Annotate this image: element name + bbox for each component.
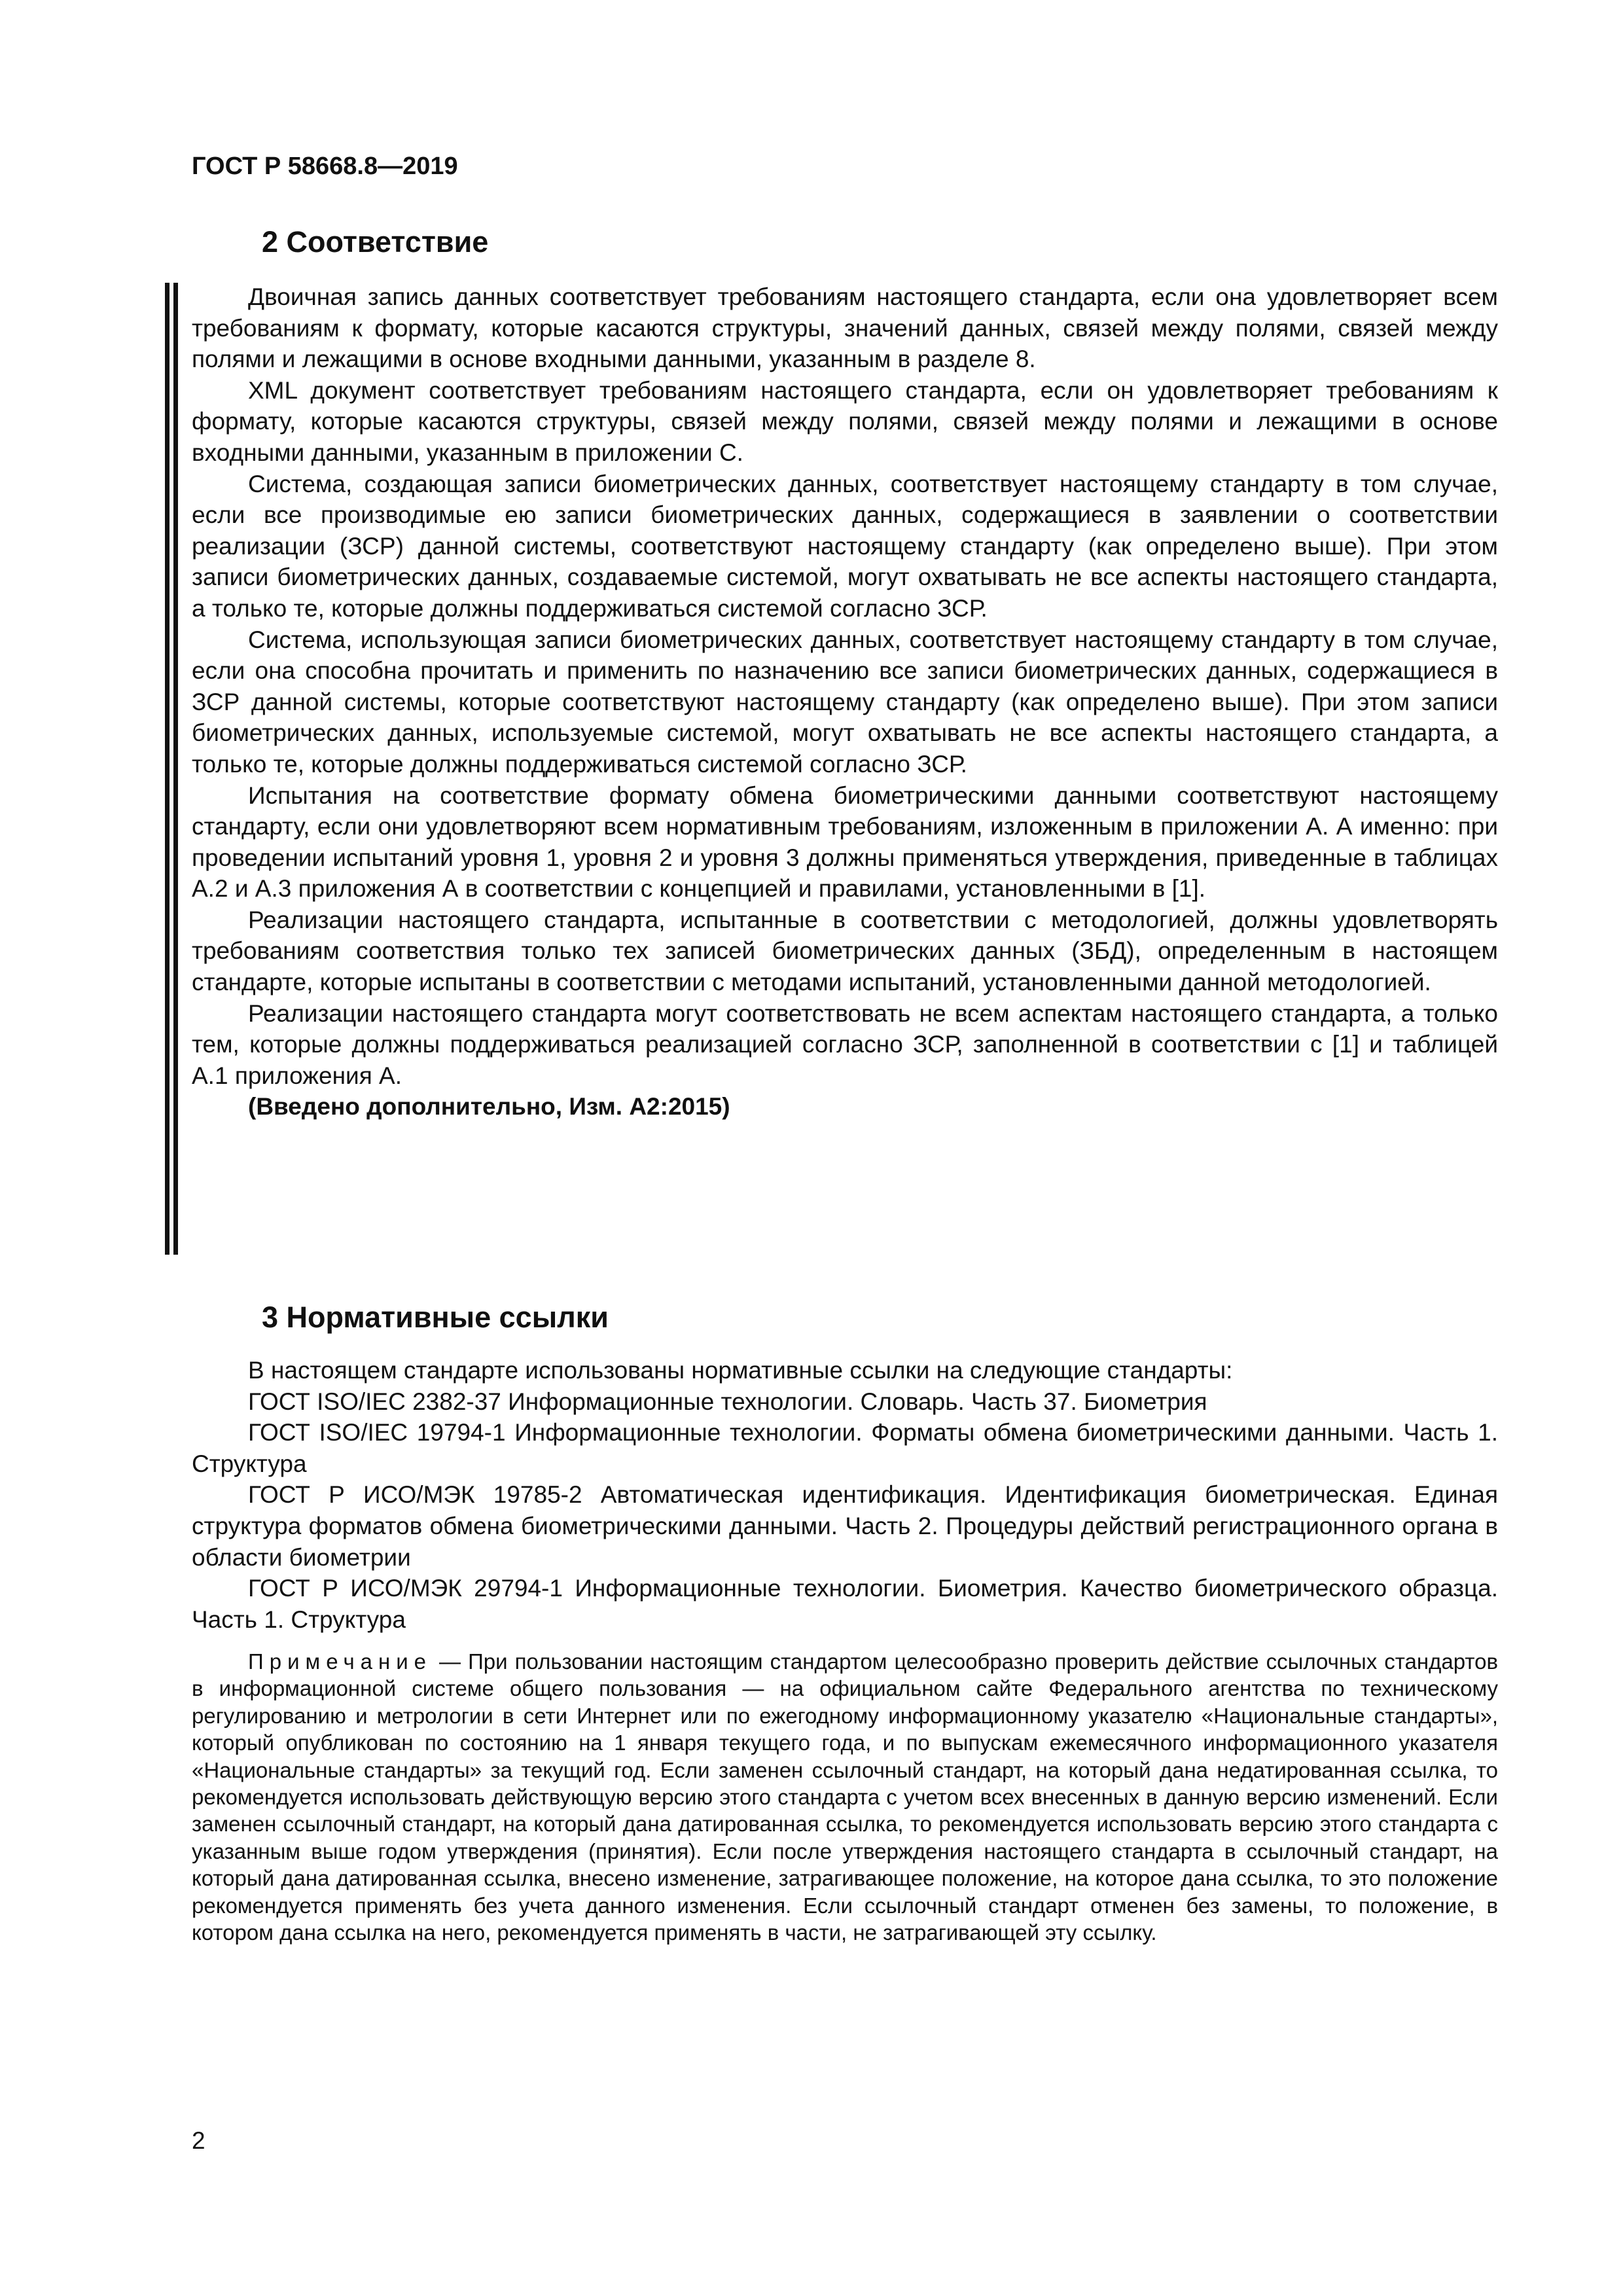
section-2-paragraph: Система, использующая записи биометрических данных, соответствует настоящему стандарту в том случае, если она способна прочитать и применить по назначению все записи биометрических данных, содержащиеся в ЗСР данной системы, которые соответствуют настоящему стандарту (как определено выше). При этом записи биометрических данных, используемые системой, могут охватывать не все аспекты настоящего стандарта, а только те, которые должны поддерживаться системой согласно ЗСР. <box>192 626 1498 778</box>
section-3-heading: 3 Нормативные ссылки <box>262 1300 609 1334</box>
note-text: — При пользовании настоящим стандартом целесообразно проверить действие ссылочных стандартов в информационной системе общего пользования — на официальном сайте Федерального агентства по техническому регулированию и метрологии в сети Интернет или по ежегодному информационному указателю «Национальные стандарты», который опубликован по состоянию на 1 января текущего года, и по выпускам ежемесячного информационного указателя «Национальные стандарты» за текущий год. Если заменен ссылочный стандарт, на который дана недатированная ссылка, то рекомендуется использовать действующую версию этого стандарта с учетом всех внесенных в данную версию изменений. Если заменен ссылочный стандарт, на который дана датированная ссылка, то рекомендуется использовать версию этого стандарта с указанным выше годом утверждения (принятия). Если после утверждения настоящего стандарта в ссылочный стандарт, на который дана датированная ссылка, внесено изменение, затрагивающее положение, на которое дана ссылка, то это положение рекомендуется применять без учета данного изменения. Если ссылочный стандарт отменен без замены, то положение, в котором дана ссылка на него, рекомендуется применять в части, не затрагивающей эту ссылку. <box>192 1649 1498 1945</box>
normative-reference: ГОСТ Р ИСО/МЭК 19785-2 Автоматическая идентификация. Идентификация биометрическая. Единая структура форматов обмена биометрическими данными. Часть 2. Процедуры действий регистрационного органа в области биометрии <box>192 1481 1498 1571</box>
section-2-paragraph: Система, создающая записи биометрических данных, соответствует настоящему стандарту в том случае, если все производимые ею записи биометрических данных, содержащиеся в заявлении о соответствии реализации (ЗСР) данной системы, соответствуют настоящему стандарту (как определено выше). При этом записи биометрических данных, создаваемые системой, могут охватывать не все аспекты настоящего стандарта, а только те, которые должны поддерживаться системой согласно ЗСР. <box>192 470 1498 622</box>
note-label: Примечание <box>248 1649 433 1674</box>
section-2-paragraph: Реализации настоящего стандарта могут соответствовать не всем аспектам настоящего стандарта, а только тем, которые должны поддерживаться реализацией согласно ЗСР, заполненной в соответствии с [1] и таблицей А.1 приложения А. <box>192 999 1498 1089</box>
section-3-body <box>192 1355 1498 1635</box>
section-2-paragraph: Двоичная запись данных соответствует требованиям настоящего стандарта, если она удовлетворяет всем требованиям к формату, которые касаются структуры, значений данных, связей между полями, связей между полями и лежащими в основе входными данными, указанным в разделе 8. <box>192 283 1498 373</box>
page-number: 2 <box>192 2127 205 2154</box>
section-2-heading: 2 Соответствие <box>262 225 489 259</box>
normative-reference: ГОСТ ISO/IEC 2382-37 Информационные технологии. Словарь. Часть 37. Биометрия <box>248 1388 1207 1415</box>
section-2-paragraph: XML документ соответствует требованиям настоящего стандарта, если он удовлетворяет требованиям к формату, которые касаются структуры, связей между полями, связей между полями и лежащими в основе входными данными, указанным в приложении C. <box>192 376 1498 466</box>
note-paragraph <box>192 1648 1498 1946</box>
section-3-intro: В настоящем стандарте использованы нормативные ссылки на следующие стандарты: <box>248 1357 1233 1384</box>
normative-reference: ГОСТ Р ИСО/МЭК 29794-1 Информационные технологии. Биометрия. Качество биометрического образца. Часть 1. Структура <box>192 1575 1498 1633</box>
amendment-note: (Введено дополнительно, Изм. A2:2015) <box>248 1093 730 1121</box>
document-code: ГОСТ Р 58668.8—2019 <box>192 152 458 180</box>
amendment-change-bar <box>165 283 178 1255</box>
reference-note <box>192 1648 1498 1946</box>
section-2-paragraph: Испытания на соответствие формату обмена биометрическими данными соответствуют настоящему стандарту, если они удовлетворяют всем нормативным требованиям, изложенным в приложении А. А именно: при проведении испытаний уровня 1, уровня 2 и уровня 3 должны применяться утверждения, приведенные в таблицах А.2 и А.3 приложения А в соответствии с концепцией и правилами, установленными в [1]. <box>192 781 1498 903</box>
section-2-body <box>192 281 1498 1122</box>
section-2-paragraph: Реализации настоящего стандарта, испытанные в соответствии с методологией, должны удовлетворять требованиям соответствия только тех записей биометрических данных (ЗБД), определенным в настоящем стандарте, которые испытаны в соответствии с методами испытаний, установленными данной методологией. <box>192 906 1498 996</box>
normative-reference: ГОСТ ISO/IEC 19794-1 Информационные технологии. Форматы обмена биометрическими данными. Часть 1. Структура <box>192 1419 1498 1477</box>
